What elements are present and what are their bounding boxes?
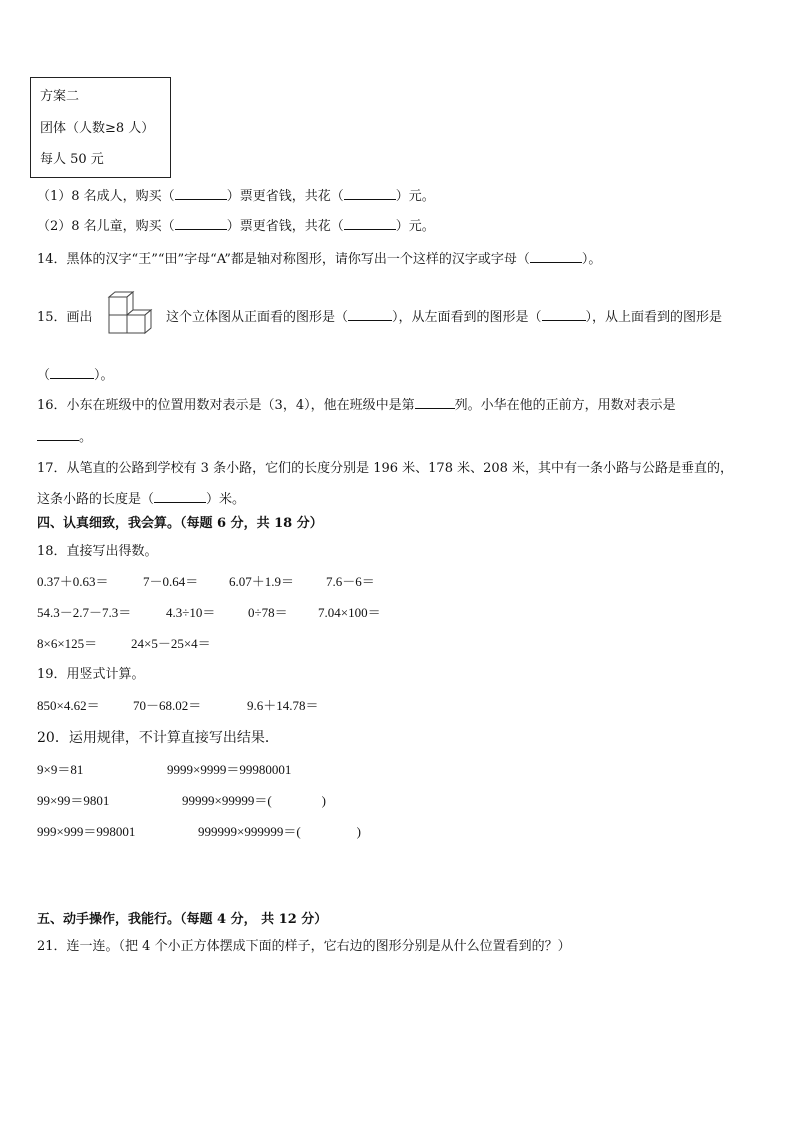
answer-blank[interactable] [344,217,396,230]
q19-item: 9.6＋14.78＝ [247,698,319,713]
q16-line2-b: 。 [79,430,93,445]
q18-item: 6.07＋1.9＝ [229,574,295,589]
q19-title: 19．用竖式计算。 [37,667,145,682]
q15-line2 [37,366,114,386]
answer-blank[interactable] [37,428,79,441]
q16-text-a: 16．小东在班级中的位置用数对表示是（3，4），他在班级中是第 [37,398,415,413]
q14-text-b: ）。 [581,252,602,267]
q13-sub2-text-b: ）票更省钱，共花（ [226,219,344,234]
q20-row-right-text: 999999×999999＝( [198,824,301,839]
q13-sub2-text-c: ）元。 [395,219,435,234]
q13-sub1-text-c: ）元。 [395,189,435,204]
q18-item: 8×6×125＝ [37,636,98,651]
q17-line1: 17．从笔直的公路到学校有 3 条小路，它们的长度分别是 196 米、178 米、208 米，其中有一条小路与公路是垂直的， [37,461,734,476]
q18-item: 7.6－6＝ [326,574,375,589]
q17-line2 [37,490,245,510]
answer-blank[interactable] [344,187,396,200]
q18-title: 18．直接写出得数。 [37,544,158,559]
q18-item: 0÷78＝ [248,605,288,620]
q15-text-b: ），从左面看到的图形是（ [392,310,542,325]
section-4-heading: 四、认真细致，我会算。（每题 6 分，共 18 分） [37,516,323,531]
q14-text-a: 14．黑体的汉字“王”“田”字母“A”都是轴对称图形，请你写出一个这样的汉字或字母（ [37,252,530,267]
q15-text-c: ），从上面看到的图形是 [585,310,723,325]
q18-item: 7－0.64＝ [143,574,199,589]
q18-item: 7.04×100＝ [318,605,381,620]
q20-row-right: 9999×9999＝99980001 [167,762,292,777]
q20-row-right [198,822,361,842]
q19-item: 70－68.02＝ [133,698,202,713]
answer-blank[interactable] [154,490,206,503]
q16-line1 [37,396,676,416]
q18-item: 54.3－2.7－7.3＝ [37,605,132,620]
q13-sub2-text-a: （2）8 名儿童，购买（ [37,219,175,234]
q17-line2-b: ）米。 [206,492,246,507]
scheme-box [30,77,171,178]
q20-row-right-text: 99999×99999＝( [182,793,272,808]
q19-item: 850×4.62＝ [37,698,100,713]
q16-line2 [37,428,92,448]
q21-title: 21．连一连。（把 4 个小正方体摆成下面的样子，它右边的图形分别是从什么位置看到的？） [37,939,571,954]
q13-sub1-text-a: （1）8 名成人，购买（ [37,189,175,204]
answer-blank[interactable] [50,366,94,379]
q15-number: 15．画出 [37,310,93,325]
scheme-title: 方案二 [40,89,80,104]
q15-line1 [166,308,722,328]
q13-sub1-text-b: ）票更省钱，共花（ [226,189,344,204]
answer-blank[interactable] [415,396,455,409]
q18-item: 24×5－25×4＝ [131,636,211,651]
cube-stack-figure [103,291,153,347]
answer-blank[interactable] [348,308,392,321]
scheme-line-1: 团体（人数≥8 人） [40,121,155,136]
q14 [37,250,601,270]
answer-blank[interactable] [542,308,586,321]
answer-blank[interactable] [175,187,227,200]
scheme-line-2: 每人 50 元 [40,152,104,167]
q20-row-left: 9×9＝81 [37,762,84,777]
q18-item: 0.37＋0.63＝ [37,574,109,589]
q15-line2-b: ）。 [94,368,114,383]
q13-sub2 [37,217,435,237]
q17-line2-a: 这条小路的长度是（ [37,492,155,507]
q20-row-right-end: ) [321,793,327,808]
q15-line2-a: （ [37,368,51,383]
q15-text-a: 这个立体图从正面看的图形是（ [166,310,349,325]
q20-row-left: 999×999＝998001 [37,824,136,839]
answer-blank[interactable] [530,250,582,263]
q20-row-left: 99×99＝9801 [37,793,110,808]
answer-blank[interactable] [175,217,227,230]
q20-row-right-end: ) [356,824,362,839]
q13-sub1 [37,187,435,207]
q20-row-right [182,791,326,811]
q18-item: 4.3÷10＝ [166,605,216,620]
section-5-heading: 五、动手操作，我能行。（每题 4 分， 共 12 分） [37,912,328,927]
q20-title: 20．运用规律，不计算直接写出结果． [37,730,279,746]
q16-text-b: 列。小华在他的正前方，用数对表示是 [454,398,676,413]
